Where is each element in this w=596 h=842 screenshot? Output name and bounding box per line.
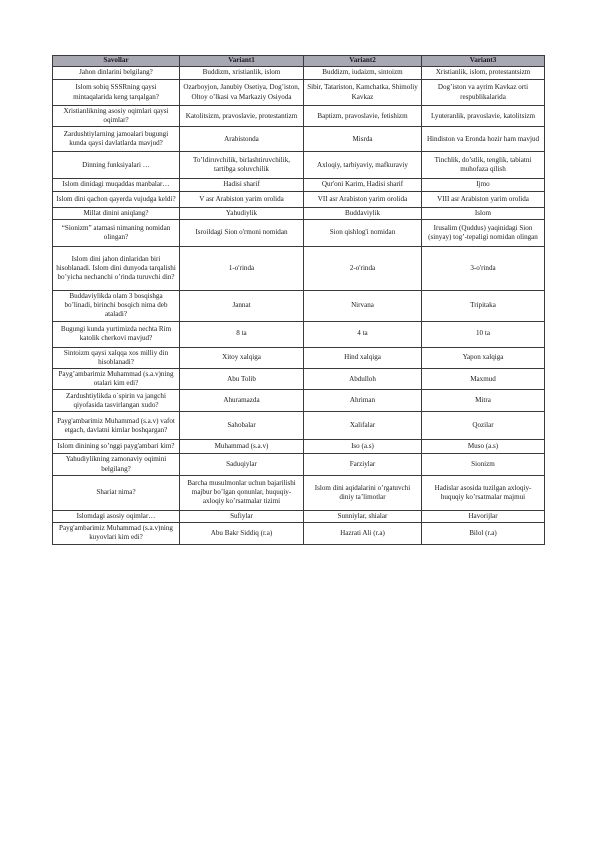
variant1-cell: 8 ta [180,321,304,347]
variant3-cell: Irusalim (Quddus) yaqinidagi Sion (sinyay) tog’-tepaligi nomidan olingan [422,219,545,246]
variant3-cell: Sionizm [422,454,545,475]
variant2-cell: Nirvana [304,290,422,321]
variant2-cell: Sion qishlog'i nomidan [304,219,422,246]
variant2-cell: 2-o'rinda [304,246,422,290]
variant3-cell: Tripitaka [422,290,545,321]
question-cell: Islom dini jahon dinlaridan biri hisoblanadi. Islom dini dunyoda tarqalishi bo’yicha nechanchi o’rinda turuvchi din? [53,246,180,290]
variant1-cell: Abu Bakr Siddiq (r.a) [180,523,304,544]
variant2-cell: Ahriman [304,390,422,412]
variant1-cell: Arabistonda [180,127,304,152]
variant3-cell: Mitra [422,390,545,412]
variant2-cell: Misrda [304,127,422,152]
header-row [53,56,545,67]
header-variant2: Variant2 [304,56,422,67]
table-row [53,368,545,389]
table-row [53,152,545,179]
question-cell: Payg'ambarimiz Muhammad (s.a.v)ning kuyovlari kim edi? [53,523,180,544]
question-cell: Islom dini qachon qayerda vujudga keldi? [53,191,180,207]
question-cell: Zardushtiylarning jamoalari bugungi kunda qaysi davlatlarda mavjud? [53,127,180,152]
variant1-cell: 1-o'rinda [180,246,304,290]
variant2-cell: Sunniylar, shialar [304,510,422,522]
variant3-cell: Hadislar asosida tuzilgan axloqiy-huquqiy ko’rsatmalar majmui [422,475,545,510]
question-cell: Jahon dinlarini belgilang? [53,67,180,80]
variant1-cell: Xitoy xalqiga [180,347,304,368]
table-row [53,191,545,207]
table-row [53,246,545,290]
variant1-cell: Saduqiylar [180,454,304,475]
variant3-cell: Dog’iston va ayrim Kavkaz orti respublikalarida [422,80,545,106]
variant3-cell: Lyuteranlik, pravoslavie, katolitsizm [422,106,545,127]
question-cell: “Sionizm” atamasi nimaning nomidan olingan? [53,219,180,246]
question-cell: Millat dinini aniqlang? [53,207,180,219]
variant1-cell: Isroildagi Sion o'rmoni nomidan [180,219,304,246]
variant2-cell: VII asr Arabiston yarim orolida [304,191,422,207]
variant1-cell: Jannat [180,290,304,321]
table-row [53,454,545,475]
variant2-cell: Buddizm, iudaizm, sintoizm [304,67,422,80]
variant1-cell: Ahuramazda [180,390,304,412]
variant3-cell: Xristianlik, islom, protestantsizm [422,67,545,80]
header-variant3: Variant3 [422,56,545,67]
table-row [53,475,545,510]
variant3-cell: Hindiston va Eronda hozir ham mavjud [422,127,545,152]
table-row [53,390,545,412]
question-cell: Zardushtiylikda o`spirin va jangchi qiyofasida tasvirlangan xudo? [53,390,180,412]
document-page [52,55,544,545]
table-row [53,106,545,127]
variant2-cell: Buddaviylik [304,207,422,219]
table-row [53,510,545,522]
question-cell: Payg'ambarimiz Muhammad (s.a.v) vafot etgach, davlatni kimlar boshqargan? [53,412,180,440]
variant1-cell: Katolitsizm, pravoslavie, protestantizm [180,106,304,127]
variant1-cell: Sufiylar [180,510,304,522]
variant2-cell: Xalifalar [304,412,422,440]
variant3-cell: Tinchlik, do’stlik, tenglik, tabiatni muhofaza qilish [422,152,545,179]
question-cell: Islom dinining so’nggi payg'ambari kim? [53,440,180,454]
variant1-cell: V asr Arabiston yarim orolida [180,191,304,207]
variant2-cell: Hazrati Ali (r.a) [304,523,422,544]
table-row [53,412,545,440]
variant1-cell: To’ldiruvchilik, birlashtiruvchilik, tartibga soluvchilik [180,152,304,179]
quiz-table [52,55,545,545]
variant3-cell: Yapon xalqiga [422,347,545,368]
variant2-cell: Sibir, Tatariston, Kamchatka, Shimoliy Kavkaz [304,80,422,106]
variant2-cell: 4 ta [304,321,422,347]
table-row [53,67,545,80]
variant3-cell: VIII asr Arabiston yarim orolida [422,191,545,207]
table-row [53,290,545,321]
question-cell: Bugungi kunda yurtimizda nechta Rim katolik cherkovi mavjud? [53,321,180,347]
table-row [53,219,545,246]
variant2-cell: Islom dini aqidalarini o’rgatuvchi diniy ta’limotlar [304,475,422,510]
header-variant1: Variant1 [180,56,304,67]
variant2-cell: Farziylar [304,454,422,475]
table-row [53,523,545,544]
variant2-cell: Qur'oni Karim, Hadisi sharif [304,179,422,191]
variant1-cell: Barcha musulmonlar uchun bajarilishi majbur bo’lgan qonunlar, huquqiy-axloqiy ko’rsatmalar tizimi [180,475,304,510]
variant3-cell: 10 ta [422,321,545,347]
question-cell: Shariat nima? [53,475,180,510]
question-cell: Sintoizm qaysi xalqqa xos milliy din hisoblanadi? [53,347,180,368]
table-row [53,127,545,152]
variant3-cell: Bilol (r.a) [422,523,545,544]
variant2-cell: Baptizm, pravoslavie, fetishizm [304,106,422,127]
variant3-cell: 3-o'rinda [422,246,545,290]
variant1-cell: Hadisi sharif [180,179,304,191]
question-cell: Islom sobiq SSSRning qaysi mintaqalarida keng tarqalgan? [53,80,180,106]
table-row [53,321,545,347]
variant2-cell: Abdulloh [304,368,422,389]
question-cell: Dinning funksiyalari … [53,152,180,179]
variant2-cell: Hind xalqiga [304,347,422,368]
variant3-cell: Ijmo [422,179,545,191]
variant1-cell: Yahudiylik [180,207,304,219]
question-cell: Islom dinidagi muqaddas manbalar… [53,179,180,191]
variant3-cell: Muso (a.s) [422,440,545,454]
variant1-cell: Sahobalar [180,412,304,440]
table-row [53,179,545,191]
header-questions: Savollar [53,56,180,67]
variant2-cell: Axloqiy, tarbiyaviy, mafkuraviy [304,152,422,179]
variant3-cell: Qozilar [422,412,545,440]
table-body [53,67,545,545]
table-row [53,347,545,368]
question-cell: Yahudiylikning zamonaviy oqimini belgilang? [53,454,180,475]
table-row [53,207,545,219]
variant1-cell: Ozarboyjon, Janubiy Osetiya, Dog’iston, Oltoy o’lkasi va Markaziy Osiyoda [180,80,304,106]
variant1-cell: Buddizm, xristianlik, islom [180,67,304,80]
table-row [53,80,545,106]
variant2-cell: Iso (a.s) [304,440,422,454]
question-cell: Payg’ambarimiz Muhammad (s.a.v)ning otalari kim edi? [53,368,180,389]
variant3-cell: Islom [422,207,545,219]
table-row [53,440,545,454]
variant3-cell: Havorijlar [422,510,545,522]
question-cell: Islomdagi asosiy oqimlar… [53,510,180,522]
question-cell: Xristianlikning asosiy oqimlari qaysi oqimlar? [53,106,180,127]
variant1-cell: Abu Tolib [180,368,304,389]
question-cell: Buddaviylikda olam 3 bosqishga bo’linadi, birinchi bosqich nima deb ataladi? [53,290,180,321]
variant1-cell: Muhammad (s.a.v) [180,440,304,454]
variant3-cell: Maxmud [422,368,545,389]
